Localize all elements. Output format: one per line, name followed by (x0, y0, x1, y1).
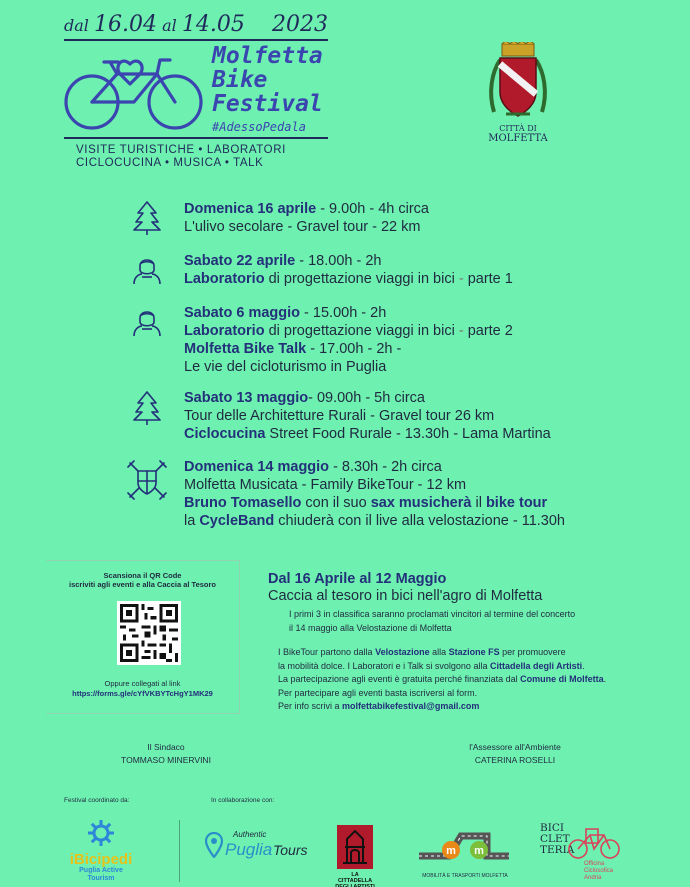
fist-bike-icon (568, 823, 620, 863)
gear-icon (86, 818, 116, 848)
ibicipedi-logo: iBicipedi Puglia Active Tourism (64, 818, 138, 883)
person-icon (124, 252, 170, 298)
treasure-hunt-subtitle: Caccia al tesoro in bici nell'agro di Molfetta (268, 588, 543, 604)
bicycle-heart-icon (62, 54, 208, 134)
authentic-puglia-tours-logo: Authentic Puglia Tours (205, 830, 309, 874)
festival-title: Molfetta Bike Festival (212, 43, 323, 117)
qr-code[interactable] (117, 601, 181, 665)
header-rule-bottom (64, 137, 328, 139)
cittadella-logo: LA CITTADELLA DEGLI ARTISTI (334, 823, 376, 887)
collaboration-label: In collaborazione con: (211, 797, 275, 804)
qr-code-panel (46, 560, 240, 714)
mtm-road-icon (415, 826, 515, 866)
hashtag: #AdessoPedala (212, 120, 306, 134)
qr-link-block: Oppure collegati al link https://forms.gle/cYfVKBYTcHgY1MK29 (72, 679, 213, 698)
tagline: VISITE TURISTICHE • LABORATORI CICLOCUCINA • MUSICA • TALK (76, 144, 286, 169)
form-link[interactable]: https://forms.gle/cYfVKBYTcHgY1MK29 (72, 689, 213, 698)
mayor-signature: Il Sindaco TOMMASO MINERVINI (121, 742, 211, 765)
footer-divider (179, 820, 180, 882)
festival-year: 2023 (272, 12, 328, 37)
tree-icon (124, 390, 170, 436)
festival-dates: dal 16.04 al 14.05 2023 (64, 12, 328, 37)
event-3: Sabato 6 maggio - 15.00h - 2h Laboratorio di progettazione viaggi in bici - parte 2 Molfetta Bike Talk - 17.00h - 2h - Le vie del cicloturismo in Puglia (184, 305, 513, 375)
map-pin-icon (205, 832, 223, 858)
contact-email[interactable]: molfettabikefestival@gmail.com (342, 701, 480, 712)
event-5: Domenica 14 maggio - 8.30h - 2h circa Molfetta Musicata - Family BikeTour - 12 km Bruno Tomasello con il suo sax musicherà il bike tour la CycleBand chiuderà con il live alla velostazione - 11.30h (184, 459, 565, 529)
svg-text:m: m (474, 845, 484, 857)
assessor-signature: l'Assessore all'Ambiente CATERINA ROSELLI (469, 742, 561, 765)
header-rule-top (64, 39, 328, 41)
bicicletteria-logo: BICI CLET TERIA Officina Ciclosofica Andria (540, 823, 630, 885)
event-4: Sabato 13 maggio- 09.00h - 5h circa Tour delle Architetture Rurali - Gravel tour 26 km Ciclocucina Street Food Rurale - 13.30h - Lama Martina (184, 390, 551, 442)
svg-text:m: m (446, 845, 456, 857)
qr-heading: Scansiona il QR Code iscriviti agli eventi e alla Caccia al Tesoro (68, 571, 216, 589)
coordinated-by-label: Festival coordinato da: (64, 797, 130, 804)
building-icon (335, 823, 375, 869)
mtm-logo: m m MOBILITÀ E TRASPORTI MOLFETTA (410, 826, 520, 879)
treasure-hunt-note: I primi 3 in classifica saranno proclamati vincitori al termine del concerto il 14 maggio alla Velostazione di Molfetta (289, 609, 576, 633)
event-1: Domenica 16 aprile - 9.00h - 4h circa L'ulivo secolare - Gravel tour - 22 km (184, 201, 429, 235)
event-2: Sabato 22 aprile - 18.00h - 2h Laboratorio di progettazione viaggi in bici - parte 1 (184, 253, 513, 287)
molfetta-crest-logo (486, 42, 550, 124)
shield-swords-icon (124, 459, 170, 505)
treasure-hunt-title: Dal 16 Aprile al 12 Maggio (268, 571, 447, 587)
city-name: CITTÀ DI MOLFETTA (488, 124, 548, 144)
tree-icon (124, 200, 170, 246)
info-paragraph: I BikeTour partono dalla Velostazione alla Stazione FS per promuovere la mobilità dolce. I Laboratori e i Talk si svolgono alla Cittadella degli Artisti. La partecipazione agli eventi è gratuita perché finanziata dal Comune di Molfetta. Per partecipare agli eventi basta iscriversi al form. Per info scrivi a molfettabikefestival@gmail.com (278, 647, 607, 712)
person-icon (124, 304, 170, 350)
